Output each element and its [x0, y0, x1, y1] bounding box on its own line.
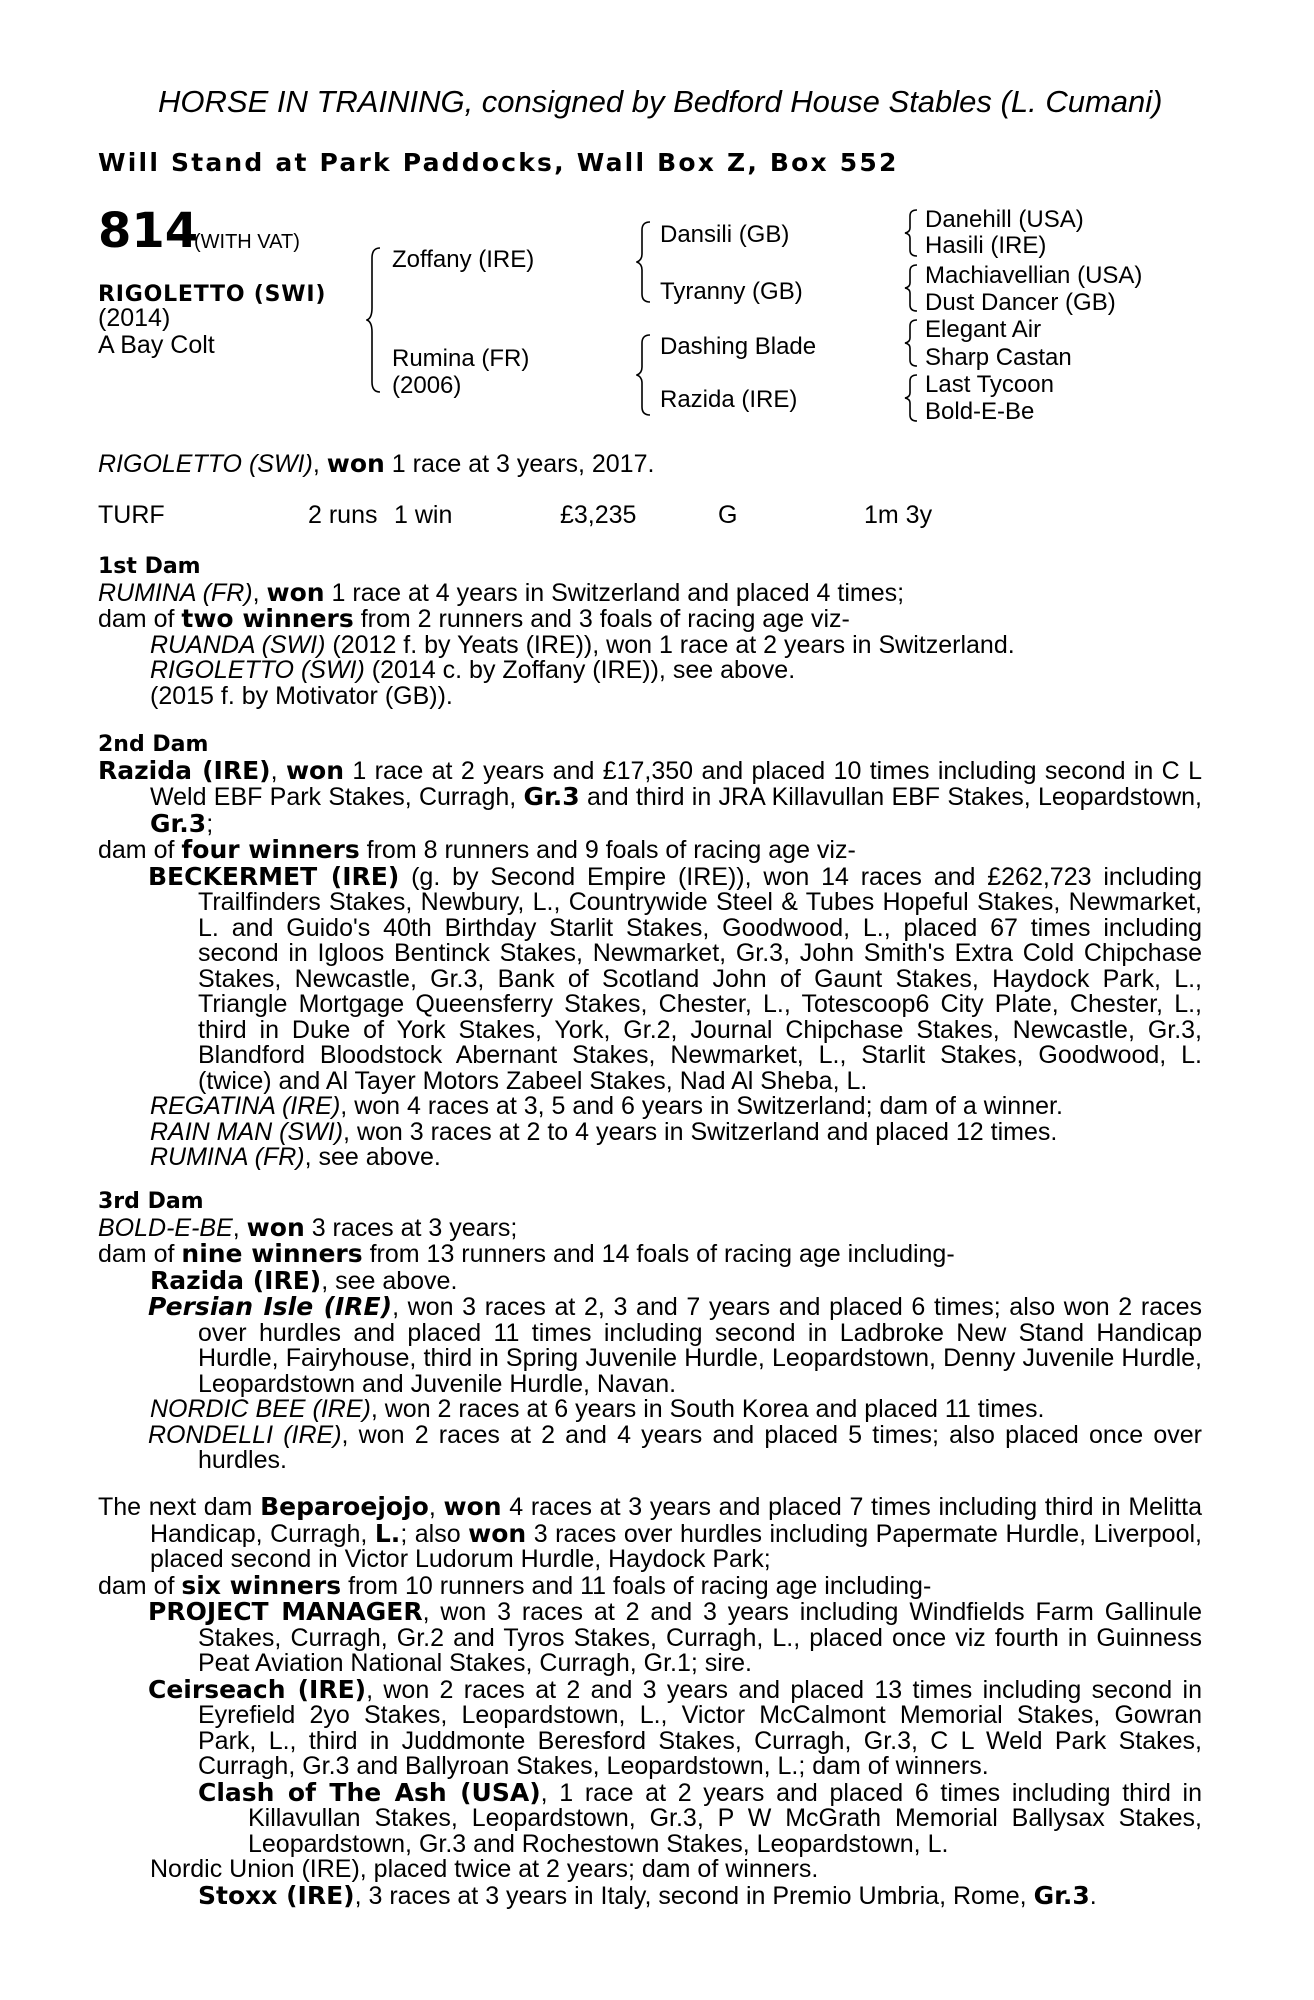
gen4-6: Sharp Castan: [925, 344, 1072, 371]
gen4-brace-4: [904, 373, 920, 423]
next-dam-section: The next dam Beparoejojo, won 4 races at 3 years and placed 7 times including third in Melitta Handicap, Curragh, L.; also won 3 races over hurdles including Papermate Hurdle, Liverpool, placed second in Victor Ludorum Hurdle, Haydock Park; dam of six winners from 10 runners and 11 foals of racing age including- PROJECT MANAGER, won 3 races at 2 and 3 years including Windfields Farm Gallinule Stakes, Curragh, Gr.2 and Tyros Stakes, Curragh, L., placed once viz fourth in Guinness Peat Aviation National Stakes, Curragh, Gr.1; sire. Ceirseach (IRE), won 2 races at 2 and 3 years and placed 13 times including second in Eyrefield 2yo Stakes, Leopardstown, L., Victor McCalmont Memorial Stakes, Gowran Park, L., third in Juddmonte Beresford Stakes, Curragh, Gr.3, C L Weld Park Stakes, Curragh, Gr.3 and Ballyroan Stakes, Leopardstown, L.; dam of winners. Clash of The Ash (USA), 1 race at 2 years and placed 6 times including third in Killavullan Stakes, Leopardstown, Gr.3, P W McGrath Memorial Ballysax Stakes, Leopardstown, Gr.3 and Rochestown Stakes, Leopardstown, L. Nordic Union (IRE), placed twice at 2 years; dam of winners. Stoxx (IRE), 3 races at 3 years in Italy, second in Premio Umbria, Rome, Gr.3.: [98, 1492, 1202, 1910]
gen4-5: Elegant Air: [925, 316, 1042, 343]
turf-stats-row: TURF 2 runs 1 win £3,235 G 1m 3y: [98, 501, 933, 529]
gen4-1: Danehill (USA): [925, 206, 1084, 233]
sire-dam: Tyranny (GB): [660, 278, 803, 305]
gen4-8: Bold-E-Be: [925, 398, 1035, 425]
first-dam-section: 1st Dam RUMINA (FR), won 1 race at 4 years in Switzerland and placed 4 times; dam of two winners from 2 runners and 3 foals of racing age viz- RUANDA (SWI) (2012 f. by Yeats (IRE)), won 1 race at 2 years in Switzerland. RIGOLETTO (SWI) (2014 c. by Zoffany (IRE)), see above. (2015 f. by Motivator (GB)).: [98, 554, 1202, 709]
gen4-2: Hasili (IRE): [925, 232, 1047, 259]
lot-number: 814: [98, 203, 199, 259]
dam-year: (2006): [392, 372, 462, 399]
gen4-3: Machiavellian (USA): [925, 262, 1143, 289]
first-dam-heading: 1st Dam: [98, 554, 201, 579]
vat-note: (WITH VAT): [194, 231, 300, 253]
second-dam-heading: 2nd Dam: [98, 732, 209, 757]
sire-dam-brace: [366, 246, 384, 394]
third-dam-heading: 3rd Dam: [98, 1189, 204, 1214]
stand-location: Will Stand at Park Paddocks, Wall Box Z, Box 552: [98, 148, 899, 177]
gen4-4: Dust Dancer (GB): [925, 289, 1116, 316]
gen4-7: Last Tycoon: [925, 371, 1054, 398]
gen4-brace-1: [904, 208, 920, 258]
third-dam-section: 3rd Dam BOLD-E-BE, won 3 races at 3 years; dam of nine winners from 13 runners and 14 foals of racing age including- Razida (IRE), see above. Persian Isle (IRE), won 3 races at 2, 3 and 7 years and placed 6 times; also won 2 races over hurdles and placed 11 times including second in Ladbroke New Stand Handicap Hurdle, Fairyhouse, third in Spring Juvenile Hurdle, Leopardstown, Denny Juvenile Hurdle, Leopardstown and Juvenile Hurdle, Navan. NORDIC BEE (IRE), won 2 races at 6 years in South Korea and placed 11 times. RONDELLI (IRE), won 2 races at 2 and 4 years and placed 5 times; also placed once over hurdles.: [98, 1189, 1202, 1474]
dam: Rumina (FR): [392, 345, 530, 372]
page-title: HORSE IN TRAINING, consigned by Bedford House Stables (L. Cumani): [158, 84, 1163, 119]
gen4-brace-3: [904, 318, 920, 368]
dam-sire: Dashing Blade: [660, 333, 817, 360]
sire-sire: Dansili (GB): [660, 221, 790, 248]
sire: Zoffany (IRE): [392, 246, 535, 273]
gen4-brace-2: [904, 263, 920, 313]
horse-year: (2014): [98, 304, 171, 332]
horse-description: A Bay Colt: [98, 331, 215, 359]
dam-line-brace: [636, 333, 654, 417]
horse-name: RIGOLETTO (SWI): [98, 282, 327, 307]
second-dam-section: 2nd Dam Razida (IRE), won 1 race at 2 years and £17,350 and placed 10 times including second in C L Weld EBF Park Stakes, Curragh, Gr.3 and third in JRA Killavullan EBF Stakes, Leopardstown, Gr.3; dam of four winners from 8 runners and 9 foals of racing age viz- BECKERMET (IRE) (g. by Second Empire (IRE)), won 14 races and £262,723 including Trailfinders Stakes, Newbury, L., Countrywide Steel & Tubes Hopeful Stakes, Newmarket, L. and Guido's 40th Birthday Starlit Stakes, Goodwood, L., placed 67 times including second in Igloos Bentinck Stakes, Newmarket, Gr.3, John Smith's Extra Cold Chipchase Stakes, Newcastle, Gr.3, Bank of Scotland John of Gaunt Stakes, Haydock Park, L., Triangle Mortgage Queensferry Stakes, Chester, L., Totescoop6 City Plate, Chester, L., third in Duke of York Stakes, York, Gr.2, Journal Chipchase Stakes, Newcastle, Gr.3, Blandford Bloodstock Abernant Stakes, Newmarket, L., Starlit Stakes, Goodwood, L. (twice) and Al Tayer Motors Zabeel Stakes, Nad Al Sheba, L. REGATINA (IRE), won 4 races at 3, 5 and 6 years in Switzerland; dam of a winner. RAIN MAN (SWI), won 3 races at 2 to 4 years in Switzerland and placed 12 times. RUMINA (FR), see above.: [98, 732, 1203, 1171]
dam-dam: Razida (IRE): [660, 386, 798, 413]
race-record: RIGOLETTO (SWI), won 1 race at 3 years, 2017.: [98, 449, 655, 478]
sire-line-brace: [636, 220, 654, 304]
